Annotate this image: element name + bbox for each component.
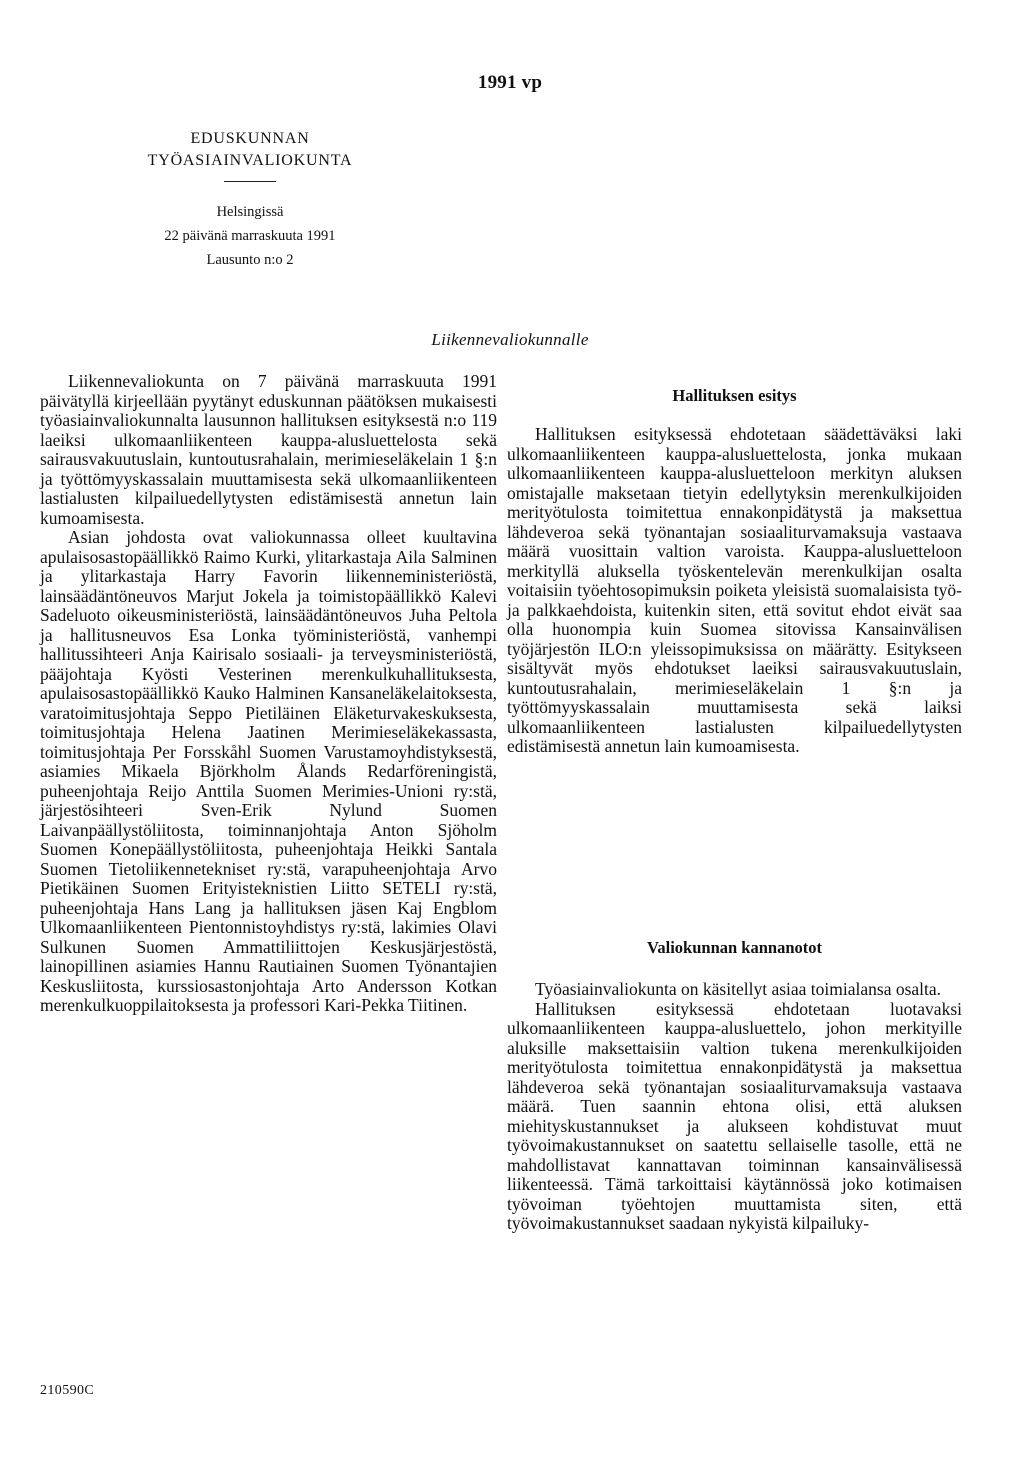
footer-code: 210590C [40,1383,95,1398]
addressee: Liikennevaliokunnalle [431,330,589,349]
date: 22 päivänä marraskuuta 1991 [164,228,336,244]
document-meta [90,200,410,272]
section-heading-kannanotot: Valiokunnan kannanotot [646,938,823,957]
left-column [40,372,497,1016]
header-divider [224,181,276,182]
place: Helsingissä [216,204,284,220]
statement-number: Lausunto n:o 2 [206,252,294,268]
section-heading-esitys: Hallituksen esitys [672,386,797,405]
right-column-section-2 [507,980,962,1234]
paragraph: Työasiainvaliokunta on käsitellyt asiaa toimialansa osalta. [535,979,942,999]
page-number: 1991 vp [477,72,543,93]
paragraph: Asian johdosta ovat valiokunnassa olleet kuultavina apulaisosastopäällikkö Raimo Kurki, ylitarkastaja Aila Salminen ja ylitarkastaja Harry Favorin liikenneministeriöstä, lainsäädäntöneuvos Marjut Jokela ja toimistopäällikkö Kalevi Sadeluoto oikeusministeriöstä, lainsäädäntöneuvos Juha Peltola ja hallitusneuvos Esa Lonka työministeriöstä, vanhempi hallitussihteeri Anja Kairisalo sosiaali- ja terveysministeriöstä, pääjohtaja Kyösti Vesterinen merenkulkuhallituksesta, apulaisosastopäällikkö Kauko Halminen Kansaneläkelaitoksesta, varatoimitusjohtaja Seppo Pietiläinen Eläketurvakeskuksesta, toimitusjohtaja Helena Jaatinen Merimieseläkekassasta, toimitusjohtaja Per Forsskåhl Suomen Varustamoyhdistyksestä, asiamies Mikaela Björkholm Ålands Redarföreningistä, puheenjohtaja Reijo Anttila Suomen Merimies-Unioni ry:stä, järjestösihteeri Sven-Erik Nylund Suomen Laivanpäällystöliitosta, toiminnanjohtaja Anton Sjöholm Suomen Konepäällystöliitosta, puheenjohtaja Heikki Santala Suomen Tietoliikennetekniset ry:stä, varapuheenjohtaja Arvo Pietikäinen Suomen Erityisteknistien Liitto SETELI ry:stä, puheenjohtaja Hans Lang ja hallituksen jäsen Kaj Engblom Ulkomaanliikenteen Pientonnistoyhdistys ry:stä, lakimies Olavi Sulkunen Suomen Ammattiliittojen Keskusjärjestöstä, lainopillinen asiamies Hannu Rautiainen Suomen Työnantajien Keskusliitosta, kurssiosastonjohtaja Arto Andersson Kotkan merenkulkuoppilaitoksesta ja professori Kari-Pekka Tiitinen. [40,527,497,1015]
paragraph: Hallituksen esityksessä ehdotetaan säädettäväksi laki ulkomaanliikenteen kauppa-alusluettelosta, jonka mukaan ulkomaanliikenteen kauppa-alusluetteloon merkityn aluksen omistajalle maksetaan tietyin edellytyksin merenkulkijoiden merityötulosta toimitettua ennakonpidätystä ja maksettua lähdeveroa sekä työnantajan sosiaaliturvamaksuja vastaava määrä vuosittain valtion varoista. Kauppa-alusluetteloon merkityllä aluksella työskentelevän merenkulkijan osalta voitaisiin työehtosopimuksin poiketa yleisistä suomalaisista työ- ja palkkaehdoista, kuitenkin siten, että sovitut ehdot eivät saa olla huonompia kuin Suomea sitovissa Kansainvälisen työjärjestön ILO:n yleissopimuksissa on määrätty. Esitykseen sisältyvät myös ehdotukset laeiksi sairausvakuutuslain, kuntoutusrahalain, merimieseläkelain 1 §:n ja työttömyyskassalain muuttamisesta sekä laiksi ulkomaanliikenteen lastialusten kilpailuedellytysten edistämisestä annetun lain kumoamisesta. [507,424,962,756]
paragraph: Liikennevaliokunta on 7 päivänä marraskuuta 1991 päivätyllä kirjeellään pyytänyt eduskunnan päätöksen mukaisesti työasiainvaliokunnalta lausunnon hallituksen esityksestä n:o 119 laeiksi ulkomaanliikenteen kauppa-alusluettelosta sekä sairausvakuutuslain, kuntoutusrahalain, merimieseläkelain 1 §:n ja työttömyyskassalain muuttamisesta sekä ulkomaanliikenteen lastialusten kilpailuedellytysten edistämisestä annetun lain kumoamisesta. [40,371,497,528]
committee-name [90,128,410,182]
right-column-section-1 [507,425,962,757]
paragraph: Hallituksen esityksessä ehdotetaan luotavaksi ulkomaanliikenteen kauppa-alusluettelo, johon merkityille aluksille maksettaisiin valtion tukena merenkulkijoiden merityötulosta toimitettua ennakonpidätystä ja maksettua lähdeveroa sekä työnantajan sosiaaliturvamaksuja vastaava määrä. Tuen saannin ehtona olisi, että aluksen miehityskustannukset ja alukseen kohdistuvat muut työvoimakustannukset on saatettu sellaiselle tasolle, että ne mahdollistavat kannattavan toiminnan kansainvälisessä liikenteessä. Tämä tarkoittaisi käytännössä joko kotimaisen työvoiman työehtojen muuttamista siten, että työvoimakustannukset saadaan nykyistä kilpailuky- [507,998,962,1233]
committee-line-1: EDUSKUNNAN [190,130,310,147]
committee-line-2: TYÖASIAINVALIOKUNTA [147,152,353,169]
